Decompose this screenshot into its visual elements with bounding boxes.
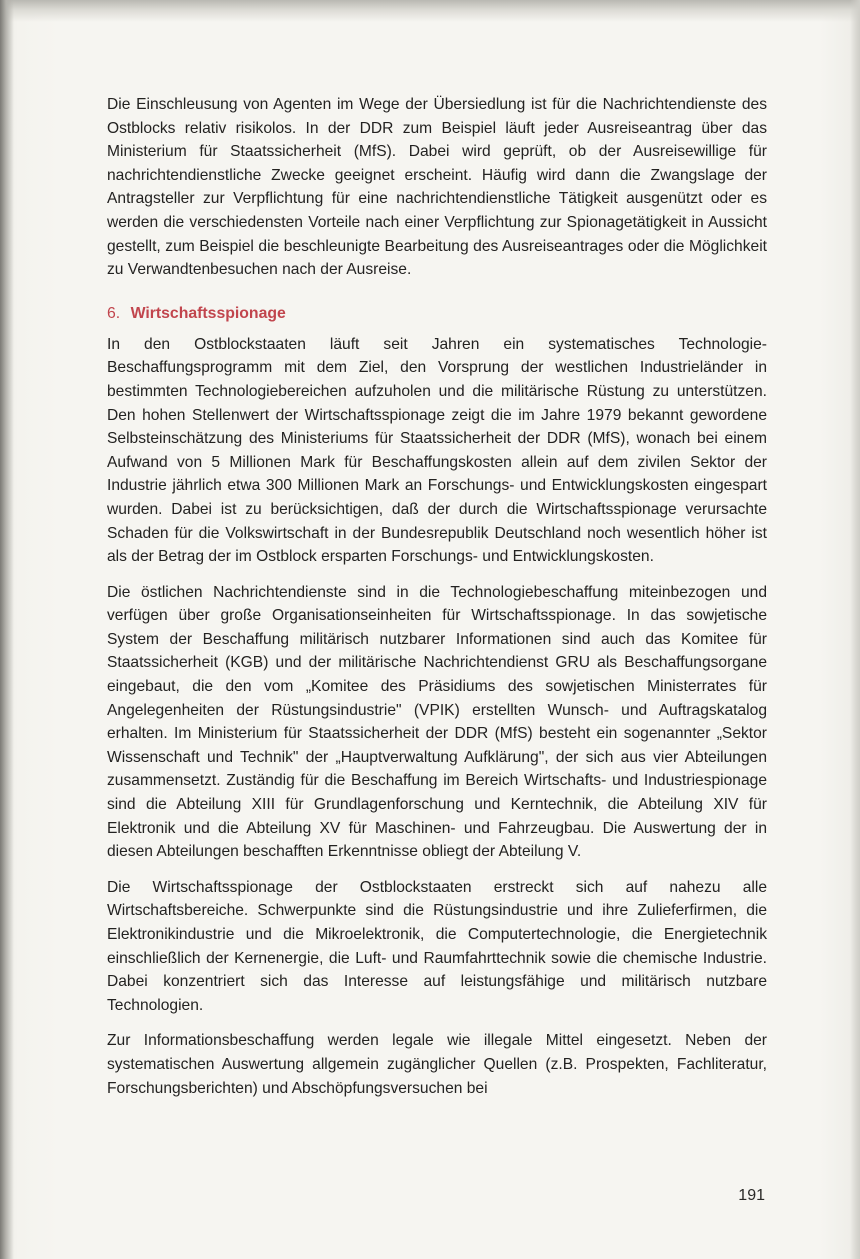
scan-right-shadow	[850, 0, 860, 1259]
paragraph-intro: Die Einschleusung von Agenten im Wege der Übersiedlung ist für die Nachrichtendienste des Ostblocks relativ risikolos. In der DDR zum Beispiel läuft jeder Ausreiseantrag über das Ministerium für Staatssicherheit (MfS). Dabei wird geprüft, ob der Ausreisewillige für nachrichtendienstliche Zwecke geeignet erscheint. Häufig wird dann die Zwangslage der Antragsteller zur Verpflichtung für eine nachrichtendienstliche Tätigkeit ausgenützt oder es werden die verschiedensten Vorteile nach einer Verpflichtung zur Spionagetätigkeit in Aussicht gestellt, zum Beispiel die beschleunigte Bearbeitung des Ausreiseantrages oder die Möglichkeit zu Verwandtenbesuchen nach der Ausreise.	[107, 96, 767, 279]
paragraph: Die östlichen Nachrichtendienste sind in die Technologiebeschaffung miteinbezogen und verfügen über große Organisationseinheiten für Wirtschaftsspionage. In das sowjetische System der Beschaffung militärisch nutzbarer Informationen sind auch das Komitee für Staatssicherheit (KGB) und der militärische Nachrichtendienst GRU als Beschaffungsorgane eingebaut, die den vom „Komitee des Präsidiums des sowjetischen Ministerrates für Angelegenheiten der Rüstungsindustrie" (VPIK) erstellten Wunsch- und Auftragskatalog erhalten. Im Ministerium für Staatssicherheit der DDR (MfS) besteht ein sogenannter „Sektor Wissenschaft und Technik" der „Hauptverwaltung Aufklärung", der sich aus vier Abteilungen zusammensetzt. Zuständig für die Beschaffung im Bereich Wirtschafts- und Industriespionage sind die Abteilung XIII für Grundlagenforschung und Kerntechnik, die Abteilung XIV für Elektronik und die Abteilung XV für Maschinen- und Fahrzeugbau. Die Auswertung der in diesen Abteilungen beschafften Erkenntnisse obliegt der Abteilung V.	[107, 583, 767, 861]
section-title: Wirtschaftsspionage	[130, 304, 286, 322]
paragraph: Die Wirtschaftsspionage der Ostblockstaaten erstreckt sich auf nahezu alle Wirtschaftsbereiche. Schwerpunkte sind die Rüstungsindustrie und ihre Zulieferfirmen, die Elektronikindustrie und die Mikroelektronik, die Computertechnologie, die Energietechnik einschließlich der Kernenergie, die Luft- und Raumfahrttechnik sowie die chemische Industrie. Dabei konzentriert sich das Interesse auf leistungsfähige und militärisch nutzbare Technologien.	[107, 878, 767, 1014]
paragraph: In den Ostblockstaaten läuft seit Jahren ein systematisches Technologie-Beschaffungsprogramm mit dem Ziel, den Vorsprung der westlichen Industrieländer in bestimmten Technologiebereichen aufzuholen und die militärische Rüstung zu unterstützen. Den hohen Stellenwert der Wirtschaftsspionage zeigt die im Jahre 1979 bekannt gewordene Selbsteinschätzung des Ministeriums für Staatssicherheit der DDR (MfS), wonach bei einem Aufwand von 5 Millionen Mark für Beschaffungskosten allein auf dem zivilen Sektor der Industrie jährlich etwa 300 Millionen Mark an Forschungs- und Entwicklungskosten eingespart wurden. Dabei ist zu berücksichtigen, daß der durch die Wirtschaftsspionage verursachte Schaden für die Volkswirtschaft in der Bundesrepublik Deutschland noch wesentlich höher ist als der Betrag der im Ostblock ersparten Forschungs- und Entwicklungskosten.	[107, 335, 767, 566]
page-body	[107, 93, 767, 1112]
scan-binding-shadow	[0, 0, 14, 1259]
section-number: 6.	[107, 304, 121, 322]
page-number: 191	[738, 1187, 765, 1204]
section-heading	[107, 302, 767, 325]
paragraph: Zur Informationsbeschaffung werden legale wie illegale Mittel eingesetzt. Neben der systematischen Auswertung allgemein zugänglicher Quellen (z.B. Prospekten, Fachliteratur, Forschungsberichten) und Abschöpfungsversuchen bei	[107, 1032, 767, 1097]
scan-top-shadow	[0, 0, 860, 22]
